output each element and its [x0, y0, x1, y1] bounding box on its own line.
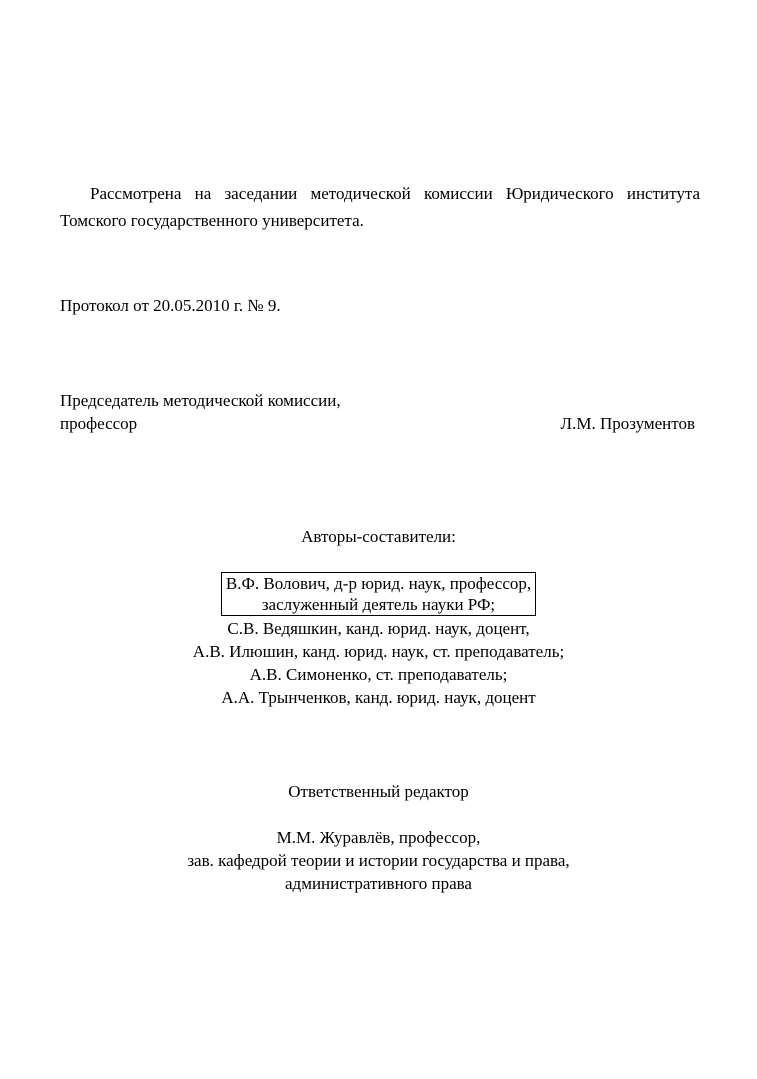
author-line: А.А. Трынченков, канд. юрид. наук, доцент	[221, 688, 536, 707]
chairman-name: Л.М. Прозументов	[560, 414, 695, 433]
chairman-rank: профессор	[60, 414, 138, 433]
authors-list	[0, 572, 757, 709]
chairman-title: Председатель методической комиссии,	[60, 391, 341, 410]
editor-position-cont: административного права	[285, 874, 472, 893]
author-line: А.В. Симоненко, ст. преподаватель;	[249, 665, 508, 684]
author-line: А.В. Илюшин, канд. юрид. наук, ст. преподаватель;	[192, 642, 565, 661]
editor-position: зав. кафедрой теории и истории государства и права,	[187, 851, 570, 870]
protocol-line: Протокол от 20.05.2010 г. № 9.	[60, 296, 281, 315]
editor-heading: Ответственный редактор	[288, 782, 469, 801]
approval-statement: Рассмотрена на заседании методической комиссии Юридического института Томского государственного университета.	[60, 184, 700, 230]
editor-block	[0, 826, 757, 895]
authors-heading: Авторы-составители:	[301, 527, 456, 546]
editor-name: М.М. Журавлёв, профессор,	[276, 828, 481, 847]
highlighted-author-box	[221, 572, 536, 616]
author-line: В.Ф. Волович, д-р юрид. наук, профессор,	[225, 574, 532, 593]
author-line: заслуженный деятель науки РФ;	[261, 595, 496, 614]
author-line: С.В. Ведяшкин, канд. юрид. наук, доцент,	[227, 619, 530, 638]
